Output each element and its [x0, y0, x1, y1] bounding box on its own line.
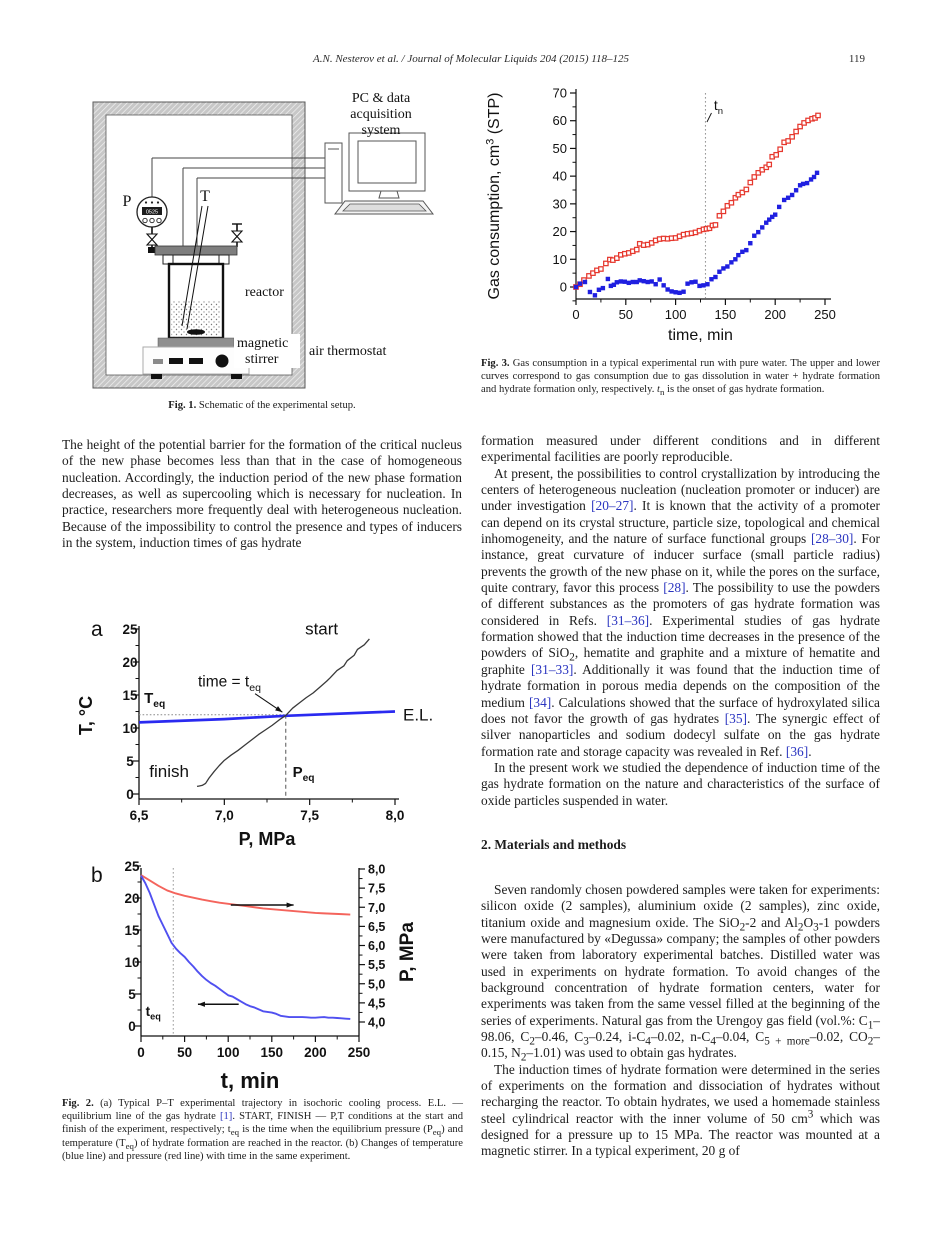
svg-text:150: 150 [260, 1045, 284, 1060]
pressure-curve [141, 875, 350, 914]
pressure-gauge [137, 197, 167, 227]
svg-text:6,5: 6,5 [129, 808, 149, 823]
temperature-curve [141, 876, 350, 1019]
svg-text:6,5: 6,5 [368, 919, 386, 934]
running-header: A.N. Nesterov et al. / Journal of Molecular Liquids 204 (2015) 118–125 [313, 53, 629, 65]
equilibrium-line [139, 712, 395, 723]
svg-text:P, MPa: P, MPa [397, 922, 418, 982]
svg-text:20: 20 [124, 890, 140, 906]
svg-text:0: 0 [128, 1018, 136, 1034]
svg-text:0: 0 [126, 786, 134, 802]
paragraph: Seven randomly chosen powdered samples were taken for experiments: silicon oxide (2 samples), aluminium oxide (2 samples), zinc oxide, titanium oxide and magnesium oxide. The SiO$_2$-2 and $Al_2O_3-1$ powders were manufactured by «Degussa» company; the samples of other powders were taken from laboratory experimental batches. Distilled water was used in experiments on hydrate formation. To avoid changes of the background concentration of hydrate formation centers, water for experiments was taken from the same vessel filled at the beginning of the series of experiments. Natural gas from the Urengoy gas field (vol.%: $C_1-98.06$, $C_2-0.46$, $C_3-0.24$, $i-C_4-0.02$, $n-C_4-0.04$, $C_{5 + more}-0.02$, $CO_2-0.15$, $N_2-1.01$) was used to obtain gas hydrates. [481, 881, 880, 1065]
svg-text:25: 25 [124, 858, 140, 874]
fig3-plot [484, 86, 835, 345]
svg-text:7,0: 7,0 [368, 900, 386, 915]
section-heading-materials-and-methods: 2. Materials and methods [481, 836, 627, 852]
svg-text:70: 70 [552, 85, 567, 101]
paragraph: The height of the potential barrier for the formation of the critical nucleus of the new phase becomes less than that in the case of homogeneous nucleation. Accordingly, the induction period of the new phase formation decreases, as well as supercooling which is necessary for nucleation. In practice, researchers more frequently deal with heterogeneous nucleation. Because of the impossibility to control the presence and types of inducers in the system, induction times of gas hydrate [62, 437, 462, 551]
svg-text:20: 20 [122, 654, 138, 670]
svg-text:Peq: $P_{eq}$ [292, 763, 315, 785]
svg-text:10: 10 [122, 720, 138, 736]
paragraph: In the present work we studied the dependence of induction time of the gas hydrate formation on the nature and characteristics of the surface of oxide particles suspended in water. [481, 759, 880, 808]
svg-text:200: 200 [304, 1045, 327, 1060]
citation-link[interactable]: [36] [785, 743, 809, 759]
svg-text:15: 15 [122, 687, 138, 703]
citation-link[interactable]: [20–27] [591, 498, 634, 514]
svg-text:acquisition: acquisition [350, 107, 412, 122]
paragraph: formation measured under different conditions and in different experimental facilities are poorly reproducible. [481, 433, 880, 465]
svg-text:100: 100 [216, 1045, 240, 1060]
svg-text:30: 30 [552, 196, 567, 212]
citation-link[interactable]: [34] [528, 694, 552, 710]
svg-text:250: 250 [347, 1045, 371, 1060]
svg-text:system: system [361, 123, 401, 138]
svg-text:25: 25 [122, 621, 138, 637]
computer-icon [325, 133, 433, 214]
svg-text:finish: finish [149, 761, 189, 781]
svg-text:10: 10 [124, 954, 140, 970]
figure-1-setup-schematic [85, 88, 435, 400]
svg-text:E.L.: E.L. [403, 705, 434, 725]
svg-text:T, °C: T, °C [76, 695, 96, 736]
svg-text:5: 5 [126, 753, 134, 769]
citation-link[interactable]: [31–36] [606, 612, 650, 628]
svg-text:200: 200 [764, 307, 787, 322]
svg-text:10: 10 [552, 251, 567, 267]
paragraph: At present, the possibilities to control crystallization by introducing the centers of heterogeneous nucleation (nucleation promoter or inducer) are under investigation [20–27]. It is known that the activity of a promoter can depend on its crystal structure, particle size, topological and chemical inhomogeneity, and the nature of surface functional groups [28–30]. For instance, great curvature of inducer surface (small particle radius) prevents the growth of the new phase on it, while the pores on the surface, quite contrary, favor this process [28]. The possibility to use the powders of different substances as the promoters of gas hydrate formation was considered in Refs. [31–36]. Experimental studies of gas hydrate formation showed that the induction time decreases in the presence of the powders of SiO$_2$, hematite and graphite and a mixture of hematite and graphite [31–33]. Additionally it was found that the induction time of hydrate formation in porous media depends on the composition of the medium [34]. Calculations showed that the surface of hydroxylated silica does not favor the growth of gas hydrates [35]. The synergic effect of silver nanoparticles and sodium dodecyl sulfate on the gas hydrate formation rate and storage capacity was revealed in Ref. [36]. [481, 465, 881, 759]
setup-drawing [93, 91, 433, 388]
svg-text:b: b [91, 864, 103, 887]
svg-text:250: 250 [814, 307, 836, 322]
svg-text:0525: 0525 [145, 209, 159, 216]
svg-text:100: 100 [664, 307, 687, 322]
svg-text:7,0: 7,0 [214, 808, 234, 823]
fig2-panel-a [76, 618, 433, 849]
right-column-text [481, 433, 880, 1160]
svg-text:0: 0 [572, 307, 580, 322]
svg-text:reactor: reactor [245, 285, 284, 300]
svg-text:Teq: $T_{eq}$ [144, 689, 166, 711]
svg-text:Gas consumption, cm3 (STP): Gas consumption, $cm^3$ (STP) [484, 92, 503, 300]
svg-text:15: 15 [124, 922, 140, 938]
svg-text:40: 40 [552, 168, 567, 184]
figure-3-gas-consumption-chart [483, 80, 875, 345]
svg-text:150: 150 [714, 307, 737, 322]
paragraph: The induction times of hydrate formation were determined in the series of experiments on the formation and dissociation of hydrates without recharging the reactor. To obtain hydrates, we used a homemade stainless steel cylindrical reactor with the inner volume of 50 $cm^3$ which was designed for a pressure up to 15 MPa. The reactor was mounted at a magnetic stirrer. In a typical experiment, 20 g of [481, 1061, 880, 1159]
magnetic-stirrer [143, 338, 249, 379]
stir-bar [187, 329, 205, 335]
svg-text:60: 60 [552, 113, 567, 129]
svg-text:time = teq: time = $t_{eq}$ [197, 673, 261, 694]
svg-text:time, min: time, min [668, 327, 733, 344]
fig2-panel-b [91, 859, 418, 1093]
citation-link[interactable]: [28–30] [810, 531, 854, 547]
svg-text:stirrer: stirrer [245, 352, 279, 367]
svg-text:7,5: 7,5 [300, 808, 320, 823]
svg-text:t, min: t, min [220, 1068, 280, 1093]
svg-text:a: a [91, 618, 103, 641]
svg-text:4,0: 4,0 [368, 1015, 386, 1030]
svg-text:air thermostat: air thermostat [309, 344, 387, 359]
citation-link[interactable]: [31–33] [530, 661, 574, 677]
svg-text:6,0: 6,0 [368, 939, 386, 953]
svg-text:5,5: 5,5 [368, 958, 386, 973]
svg-text:teq: $t_{eq}$ [145, 1003, 161, 1022]
svg-text:50: 50 [177, 1045, 193, 1060]
figure-2-caption: Fig. 2. (a) Typical P–T experimental trajectory in isochoric cooling process. E.L. — equilibrium line of the gas hydrate [1]. START, FINISH — P,T conditions at the start and finish of the experiment, respectively; $t_{eq}$ is the time when the equilibrium pressure $(P_{eq})$ and temperature $(T_{eq})$ of hydrate formation are reached in the reactor. (b) Changes of temperature (blue line) and pressure (red line) with time in the same experiment. [62, 1098, 463, 1162]
citation-link[interactable]: [28] [663, 580, 686, 596]
svg-text:5: 5 [128, 986, 136, 1002]
citation-link[interactable]: [1] [219, 1111, 233, 1123]
svg-text:magnetic: magnetic [237, 336, 289, 351]
svg-text:5,0: 5,0 [368, 977, 386, 992]
page-number: 119 [848, 53, 865, 65]
svg-text:50: 50 [552, 140, 567, 156]
left-column-text [62, 437, 462, 551]
svg-text:4,5: 4,5 [368, 996, 386, 1011]
figure-2-pt-trajectory-chart [75, 596, 465, 1101]
citation-link[interactable]: [35] [724, 710, 747, 726]
svg-text:0: 0 [137, 1045, 145, 1060]
svg-text:P: P [122, 193, 132, 210]
figure-3-caption: Fig. 3. Gas consumption in a typical experimental run with pure water. The upper and lower curves correspond to gas consumption due to gas dissolution in water + hydrate formation and hydrate formation only, respectively. $t_n$ is the onset of gas hydrate formation. [481, 358, 880, 398]
figure-1-caption: Fig. 1. Schematic of the experimental setup. [168, 400, 356, 411]
svg-text:50: 50 [618, 307, 634, 322]
svg-text:7,5: 7,5 [368, 881, 386, 896]
svg-text:8,0: 8,0 [368, 862, 386, 877]
svg-text:20: 20 [552, 224, 567, 240]
svg-text:P, MPa: P, MPa [238, 829, 296, 849]
svg-text:tn: $t_n$ [713, 97, 724, 117]
svg-text:start: start [305, 619, 339, 639]
svg-text:8,0: 8,0 [385, 808, 405, 823]
svg-text:T: T [200, 188, 210, 205]
svg-text:PC & data: PC & data [351, 91, 411, 106]
svg-text:0: 0 [559, 279, 567, 295]
